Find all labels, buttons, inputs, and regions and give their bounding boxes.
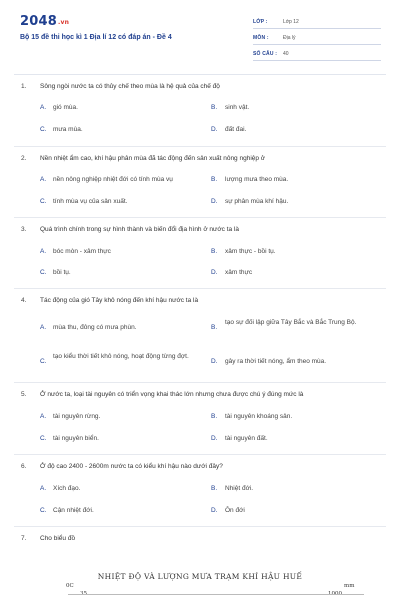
- page-header: [0, 0, 400, 72]
- option-letter[interactable]: B.: [211, 324, 218, 331]
- question-number: 1.: [21, 83, 27, 90]
- option-text[interactable]: gây ra thời tiết nóng, ẩm theo mùa.: [225, 358, 327, 365]
- option-text[interactable]: sự phân mùa khí hậu.: [225, 198, 289, 205]
- option-text[interactable]: xâm thực: [225, 269, 253, 276]
- option-text[interactable]: sinh vật.: [225, 104, 250, 111]
- question-text: Sông ngòi nước ta có thủy chế theo mùa là hệ quả của chế độ: [40, 83, 220, 90]
- option-letter[interactable]: B.: [211, 485, 218, 492]
- meta-key: MÔN :: [253, 35, 269, 41]
- option-text[interactable]: Nhiệt đới.: [225, 485, 254, 492]
- meta-question-count: [253, 46, 381, 61]
- question-text: Nền nhiệt ẩm cao, khí hậu phân mùa đã tác động đến sản xuất nông nghiệp ở: [40, 155, 266, 162]
- right-axis-unit: mm: [344, 583, 355, 589]
- option-letter[interactable]: C.: [40, 358, 47, 365]
- option-text[interactable]: Xích đạo.: [53, 485, 81, 492]
- question-number: 3.: [21, 226, 27, 233]
- option-letter[interactable]: C.: [40, 198, 47, 205]
- option-text[interactable]: nền nông nghiệp nhiệt đới có tính mùa vụ: [53, 176, 173, 183]
- option-letter[interactable]: B.: [211, 176, 218, 183]
- option-letter[interactable]: C.: [40, 126, 47, 133]
- meta-class: [253, 14, 381, 29]
- meta-value: Địa lý: [283, 35, 296, 41]
- option-text[interactable]: bồi tụ.: [53, 269, 71, 276]
- option-text[interactable]: tính mùa vụ của sản xuất.: [53, 198, 128, 205]
- meta-value: 40: [283, 51, 289, 57]
- option-text[interactable]: Cận nhiệt đới.: [53, 507, 94, 514]
- option-text[interactable]: tài nguyên khoáng sản.: [225, 413, 293, 420]
- question-divider: [14, 217, 386, 218]
- question-divider: [14, 526, 386, 527]
- question-number: 5.: [21, 391, 27, 398]
- option-letter[interactable]: B.: [211, 413, 218, 420]
- question-number: 4.: [21, 297, 27, 304]
- logo-suffix: .vn: [57, 19, 70, 26]
- left-axis-unit: 0C: [66, 583, 74, 589]
- site-logo[interactable]: [20, 14, 69, 29]
- option-letter[interactable]: A.: [40, 413, 47, 420]
- question-number: 7.: [21, 535, 27, 542]
- question-divider: [14, 146, 386, 147]
- option-letter[interactable]: A.: [40, 485, 47, 492]
- question-divider: [14, 288, 386, 289]
- option-text[interactable]: Ôn đới: [225, 507, 245, 514]
- option-letter[interactable]: D.: [211, 198, 218, 205]
- option-letter[interactable]: D.: [211, 435, 218, 442]
- option-text[interactable]: lượng mưa theo mùa.: [225, 176, 289, 183]
- option-letter[interactable]: A.: [40, 324, 47, 331]
- option-letter[interactable]: C.: [40, 435, 47, 442]
- option-letter[interactable]: C.: [40, 269, 47, 276]
- question-text: Ở độ cao 2400 - 2600m nước ta có kiểu khí hậu nào dưới đây?: [40, 463, 223, 470]
- option-letter[interactable]: D.: [211, 269, 218, 276]
- meta-value: Lớp 12: [283, 19, 299, 25]
- option-text[interactable]: xâm thực - bồi tụ.: [225, 248, 276, 255]
- question-divider: [14, 454, 386, 455]
- option-letter[interactable]: D.: [211, 126, 218, 133]
- question-number: 2.: [21, 155, 27, 162]
- option-letter[interactable]: A.: [40, 176, 47, 183]
- chart-title: NHIỆT ĐỘ VÀ LƯỢNG MƯA TRẠM KHÍ HẬU HUẾ: [97, 572, 303, 581]
- option-letter[interactable]: D.: [211, 507, 218, 514]
- option-letter[interactable]: D.: [211, 358, 218, 365]
- question-text: Ở nước ta, loại tài nguyên có triển vọng khai thác lớn nhưng chưa được chú ý đúng mức là: [40, 391, 304, 398]
- header-divider: [14, 74, 386, 75]
- option-text[interactable]: tạo kiểu thời tiết khô nóng, hoạt động từng đợt.: [53, 353, 189, 360]
- document-title: Bộ 15 đề thi học kì 1 Địa lí 12 có đáp án - Đề 4: [20, 34, 172, 41]
- option-text[interactable]: mùa thu, đông có mưa phùn.: [53, 324, 137, 331]
- option-text[interactable]: đất đai.: [225, 126, 247, 133]
- meta-subject: [253, 30, 381, 45]
- option-letter[interactable]: C.: [40, 507, 47, 514]
- question-divider: [14, 382, 386, 383]
- question-text: Cho biểu đồ: [40, 535, 76, 542]
- option-letter[interactable]: B.: [211, 248, 218, 255]
- option-text[interactable]: tạo sự đối lập giữa Tây Bắc và Bắc Trung Bộ.: [225, 319, 357, 326]
- option-text[interactable]: mưa mùa.: [53, 126, 83, 133]
- option-text[interactable]: bóc mòn - xâm thực: [53, 248, 111, 255]
- question-text: Tác động của gió Tây khô nóng đến khí hậu nước ta là: [40, 297, 199, 304]
- question-number: 6.: [21, 463, 27, 470]
- option-text[interactable]: tài nguyên biển.: [53, 435, 99, 442]
- meta-key: LỚP :: [253, 19, 268, 25]
- chart-top-axis: [68, 594, 364, 595]
- option-letter[interactable]: A.: [40, 104, 47, 111]
- option-letter[interactable]: B.: [211, 104, 218, 111]
- option-text[interactable]: tài nguyên rừng.: [53, 413, 101, 420]
- meta-key: SỐ CÂU :: [253, 51, 278, 57]
- option-letter[interactable]: A.: [40, 248, 47, 255]
- question-text: Quá trình chính trong sự hình thành và biến đổi địa hình ở nước ta là: [40, 226, 239, 233]
- option-text[interactable]: gió mùa.: [53, 104, 78, 111]
- logo-main: 2048: [20, 14, 57, 29]
- option-text[interactable]: tài nguyên đất.: [225, 435, 268, 442]
